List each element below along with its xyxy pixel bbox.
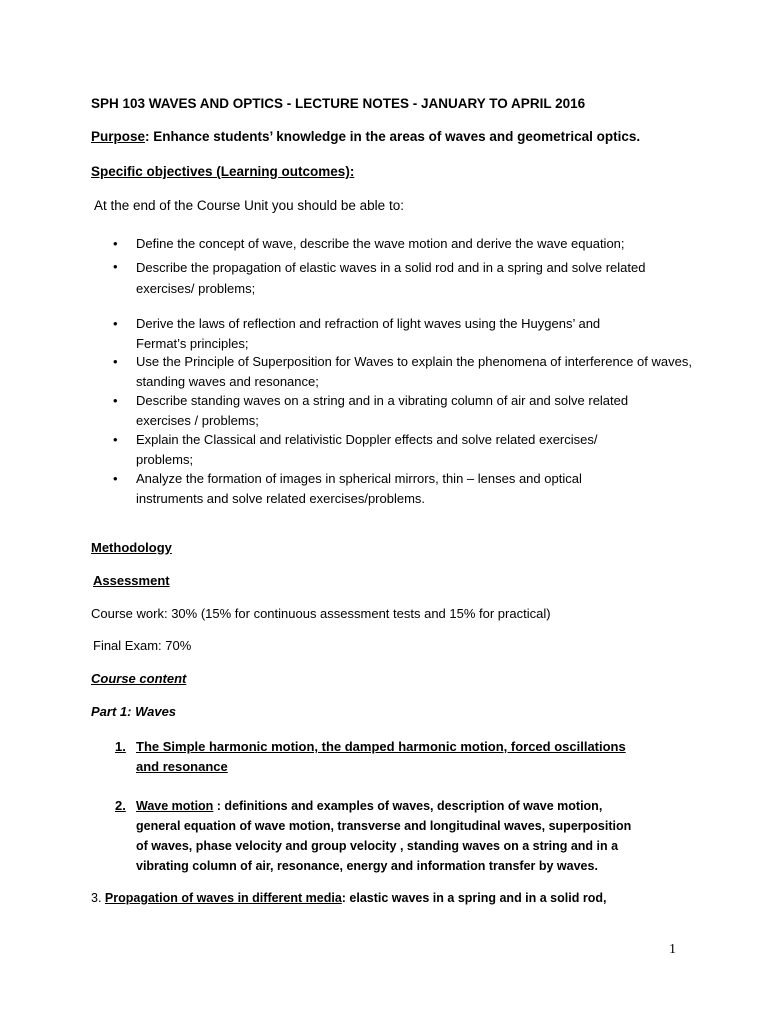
item-label: Propagation of waves in different media <box>104 891 342 905</box>
content-item-1: The Simple harmonic motion, the damped harmonic motion, forced oscillations and resonance <box>136 739 626 774</box>
assessment-heading: Assessment <box>93 573 170 588</box>
objective-item: • Explain the Classical and relativistic Doppler effects and solve related exercises/ problems; <box>113 432 598 467</box>
bullet-icon: • <box>113 236 118 251</box>
objective-item: • Analyze the formation of images in spherical mirrors, thin – lenses and optical instruments and solve related exercises/problems. <box>113 471 582 506</box>
purpose-text: : Enhance students’ knowledge in the areas of waves and geometrical optics. <box>145 129 641 144</box>
item-number: 1. <box>115 739 126 754</box>
objective-item: • Describe the propagation of elastic waves in a solid rod and in a spring and solve related exercises/ problems; <box>113 259 646 296</box>
course-content-heading: Course content <box>91 671 187 686</box>
bullet-icon: • <box>113 432 118 447</box>
objective-item: • Derive the laws of reflection and refraction of light waves using the Huygens’ and Fermat’s principles; <box>113 316 601 351</box>
document-title: SPH 103 WAVES AND OPTICS - LECTURE NOTES - JANUARY TO APRIL 2016 <box>91 96 586 111</box>
bullet-icon: • <box>113 471 118 486</box>
content-item-3 <box>91 890 606 906</box>
bullet-icon: • <box>113 393 118 408</box>
bullet-icon: • <box>113 354 118 369</box>
item-number: 3. <box>91 891 102 905</box>
final-exam-line: Final Exam: 70% <box>93 638 192 653</box>
content-item-2 <box>136 796 636 876</box>
methodology-heading: Methodology <box>91 540 172 555</box>
purpose-label: Purpose <box>91 129 146 144</box>
purpose-line <box>91 129 640 145</box>
part-heading: Part 1: Waves <box>91 704 177 719</box>
objective-item: • Describe standing waves on a string and in a vibrating column of air and solve related exercises / problems; <box>113 393 629 428</box>
item-text: : elastic waves in a spring and in a solid rod, <box>341 891 607 905</box>
page-number: 1 <box>669 942 676 957</box>
bullet-icon: • <box>113 259 118 274</box>
objective-item: • Define the concept of wave, describe the wave motion and derive the wave equation; <box>116 234 716 254</box>
item-label: Wave motion <box>136 799 214 813</box>
item-number: 2. <box>115 798 126 813</box>
course-work-line: Course work: 30% (15% for continuous assessment tests and 15% for practical) <box>91 606 551 621</box>
item-text: : definitions and examples of waves, description of wave motion, general equation of wave motion, transverse and longitudinal waves, superposition of waves, phase velocity and group velocity , standing waves on a string and in a vibrating column of air, resonance, energy and information transfer by waves. <box>136 799 632 873</box>
objectives-heading: Specific objectives (Learning outcomes): <box>91 164 355 179</box>
objective-item: • Use the Principle of Superposition for Waves to explain the phenomena of interference of waves, standing waves and resonance; <box>113 354 692 389</box>
objectives-intro: At the end of the Course Unit you should be able to: <box>94 198 404 213</box>
bullet-icon: • <box>113 316 118 331</box>
